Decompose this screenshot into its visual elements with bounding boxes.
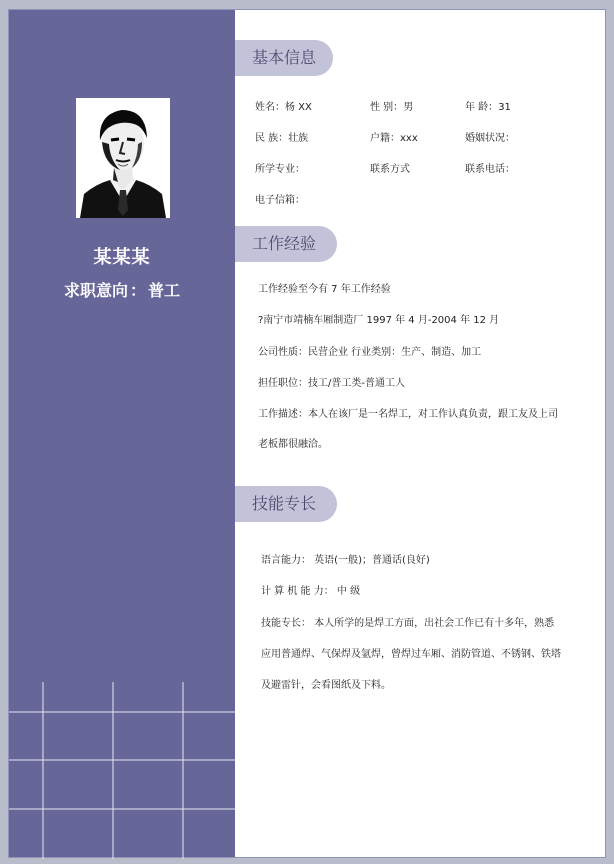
field-label: 民 族： [255,133,289,144]
field-email [255,191,305,206]
field-marital-status [465,129,515,144]
candidate-name: 某某某 [93,247,151,268]
skill-line: 及避雷针，会看图纸及下料。 [261,680,391,691]
field-label: 性 别： [370,102,404,113]
field-label: 年 龄： [465,102,499,113]
field-label: 所学专业： [255,164,305,175]
section-title-work-experience: 工作经验 [235,226,337,262]
field-hukou [370,129,418,144]
job-intent-value: 普工 [148,281,181,300]
skill-line: 语言能力： 英语(一般)；普通话(良好) [261,555,430,566]
field-label: 电子信箱： [255,195,305,206]
field-name [255,98,312,113]
work-line: 工作描述：本人在该厂是一名焊工，对工作认真负责，跟工友及上司 [258,409,558,420]
section-title-skills: 技能专长 [235,486,337,522]
field-value: 男 [403,102,414,113]
field-value: 壮族 [288,133,309,144]
skill-line: 计 算 机 能 力： 中 级 [261,586,361,597]
work-line: 公司性质：民营企业 行业类别：生产、制造、加工 [258,347,482,358]
field-label: 户籍： [370,133,400,144]
field-contact [370,160,410,175]
field-label: 联系电话： [465,164,515,175]
job-intent-label: 求职意向 [63,281,128,300]
field-ethnicity [255,129,308,144]
work-line: 老板都很融洽。 [258,439,328,450]
job-intent-separator: ： [129,281,146,300]
job-intent [9,278,235,301]
section-title-basic-info: 基本信息 [235,40,333,76]
resume-page [8,9,606,858]
work-line: 工作经验至今有 7 年工作经验 [258,284,391,295]
field-major [255,160,305,175]
field-phone [465,160,515,175]
field-label: 姓名： [255,102,285,113]
skill-line: 应用普通焊、气保焊及氩焊，曾焊过车厢、消防管道、不锈钢、铁塔 [261,649,561,660]
field-value: 31 [498,102,511,113]
sidebar [9,10,235,857]
field-gender [370,98,413,113]
field-label: 联系方式 [370,164,410,175]
field-age [465,98,511,113]
field-value: xxx [400,133,418,144]
work-line: 担任职位：技工/普工类-普通工人 [258,378,405,389]
portrait-photo [76,98,170,218]
skill-line: 技能专长： 本人所学的是焊工方面，出社会工作已有十多年，熟悉 [261,618,555,629]
field-value: 杨 XX [285,102,312,113]
field-label: 婚姻状况： [465,133,515,144]
decorative-grid [9,682,235,859]
work-line: ?南宁市靖楠车厢制造厂 1997 年 4 月-2004 年 12 月 [258,315,500,326]
